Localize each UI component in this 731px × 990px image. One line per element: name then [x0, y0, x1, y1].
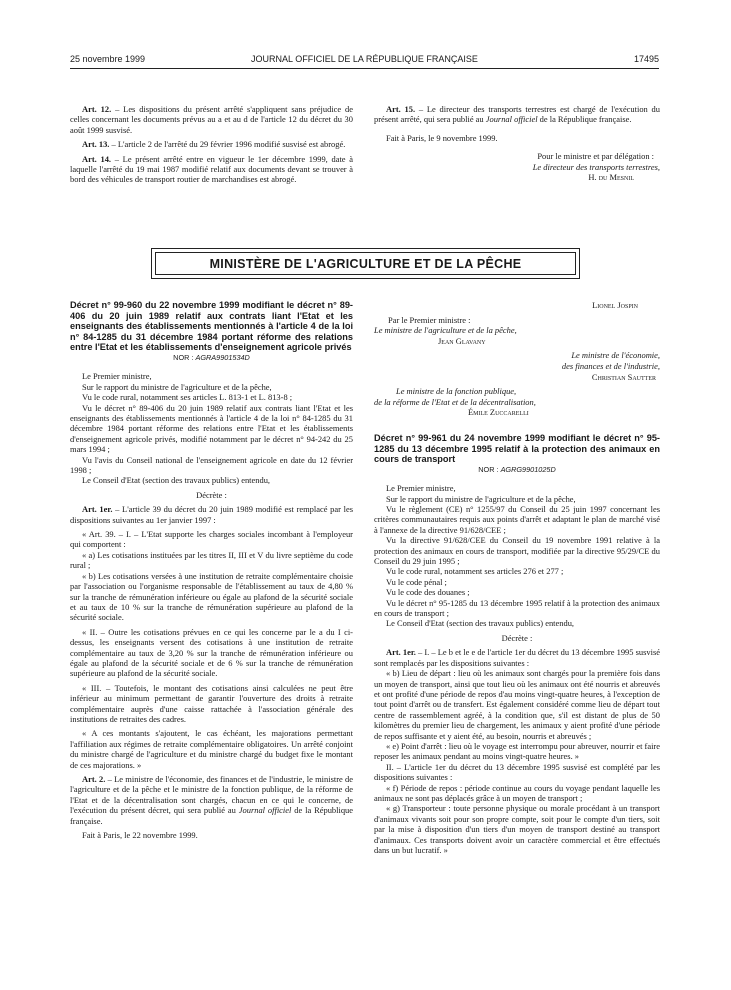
- d2-article-1-label: Art. 1er.: [386, 647, 416, 658]
- signature-eco-name: Christian Sautter: [591, 371, 656, 382]
- article-15: [374, 104, 660, 125]
- d2-preamble-conseil-etat: Le Conseil d'Etat (section des travaux publics) entendu,: [386, 618, 575, 629]
- d2-section-ii: II. – L'article 1er du décret du 13 décembre 1995 susvisé est complété par les dispositions suivantes :: [374, 761, 660, 783]
- article-13: [70, 139, 353, 149]
- article-2-text-b: de la République française.: [70, 805, 353, 826]
- d2-quote-point-arret: « e) Point d'arrêt : lieu où le voyage est interrompu pour abreuver, nourrir et faire reposer les animaux pendant au moins vingt-quatre heures. »: [374, 740, 660, 762]
- quote-art-39-iii: « III. – Toutefois, le montant des cotisations ainsi calculées ne peut être inférieur au minimum permettant de garantir l'ouverture des droits à retraite complémentaire auprès d'une caisse rattachée à l'association générale des institutions de retraites des cadres.: [70, 682, 353, 724]
- quote-art-39-a: « a) Les cotisations instituées par les titres II, III et V du livre septième du code rural ;: [70, 549, 353, 571]
- d2-preamble-decret-95-1285: Vu le décret n° 95-1285 du 13 décembre 1995 relatif à la protection des animaux en cours de transport ;: [374, 597, 660, 619]
- preamble-decret-89-406: Vu le décret n° 89-406 du 20 juin 1989 relatif aux contrats liant l'Etat et les enseignants des établissements mentionnés à l'article 4 de la loi n° 84-1285 du 31 décembre 1984 portant réforme des relations entre l'Etat et les établissements d'enseignement agricole privés, modifié notamment par le décret n° 94-242 du 25 mars 1994 ;: [70, 402, 353, 455]
- d2-preamble-code-rural: Vu le code rural, notamment ses articles 276 et 277 ;: [386, 566, 564, 577]
- signatures-block: [374, 300, 660, 418]
- signature-agri-name: Jean Glavany: [438, 335, 486, 346]
- director-title: Le directeur des transports terrestres,: [532, 161, 660, 172]
- decret-99-961-article-1: [374, 647, 660, 668]
- article-14-label: Art. 14.: [82, 153, 112, 164]
- decret-99-961-title: Décret n° 99-961 du 24 novembre 1999 modifiant le décret n° 95-1285 du 13 décembre 1995 relatif à la protection des animaux en cours de transport: [374, 433, 660, 465]
- article-14: [70, 154, 353, 185]
- quote-art-39-b: « b) Les cotisations versées à une institution de retraite complémentaire choisie par l'association ou l'organisme responsable de l'établissement au taux de 4,80 % sur la tranche de rémunération inférieure ou égale au plafond de la sécurité sociale et au taux de 10 % sur la tranche de rémunération supérieure au plafond de la sécurité sociale.: [70, 570, 353, 623]
- header-journal-title: JOURNAL OFFICIEL DE LA RÉPUBLIQUE FRANÇAISE: [251, 54, 478, 64]
- article-15-text-a: – Le directeur des transports terrestres est chargé de l'exécution du présent arrêté, qui sera publié au: [374, 104, 660, 125]
- decret-99-961-column: [374, 433, 660, 855]
- fait-a-paris-1: Fait à Paris, le 9 novembre 1999.: [386, 132, 498, 143]
- top-right-column: [374, 104, 660, 182]
- nor-label-2: NOR :: [478, 464, 501, 474]
- article-13-label: Art. 13.: [82, 139, 110, 150]
- quote-art-39-i: « Art. 39. – I. – L'Etat supporte les charges sociales incombant à l'employeur qui comportent :: [70, 529, 353, 550]
- d2-preamble-reglement: Vu le règlement (CE) n° 1255/97 du Conseil du 25 juin 1997 concernant les critères communautaires requis aux points d'arrêt et adaptant le plan de marché visé à l'annexe de la directive 91/628/CEE ;: [374, 504, 660, 535]
- decret-99-960-article-1: [70, 504, 353, 525]
- signature-eco-title-1: Le ministre de l'économie,: [571, 350, 660, 361]
- preamble-code-rural: Vu le code rural, notamment ses articles L. 813-1 et L. 813-8 ;: [82, 392, 293, 403]
- quote-art-39-ii: « II. – Outre les cotisations prévues en ce qui les concerne par le a du I ci-dessus, les enseignants versent des cotisations à une institution de retraite complémentaire au taux de 3,20 % sur la tranche de rémunération inférieure ou égale au plafond de la sécurité sociale et de 6 % sur la tranche de rémunération supérieure au plafond de la sécurité sociale.: [70, 626, 353, 679]
- d2-preamble-pm: Le Premier ministre,: [386, 483, 456, 494]
- delegation-line: Pour le ministre et par délégation :: [537, 151, 654, 162]
- signature-fp-title-1: Le ministre de la fonction publique,: [396, 386, 517, 397]
- article-12-label: Art. 12.: [82, 104, 112, 114]
- article-2-journal: Journal officiel: [238, 805, 292, 816]
- fait-a-paris-2: Fait à Paris, le 22 novembre 1999.: [82, 830, 198, 841]
- signature-agri-title: Le ministre de l'agriculture et de la pêche,: [374, 325, 517, 336]
- preamble-conseil-etat: Le Conseil d'Etat (section des travaux publics) entendu,: [82, 475, 271, 486]
- d2-preamble-code-douanes: Vu le code des douanes ;: [386, 587, 470, 598]
- d2-preamble-code-penal: Vu le code pénal ;: [386, 576, 447, 587]
- signature-fp-title-2: de la réforme de l'Etat et de la décentralisation,: [374, 396, 536, 407]
- signature-prime-minister: Lionel Jospin: [592, 300, 638, 310]
- signature-eco-title-2: des finances et de l'industrie,: [561, 360, 660, 371]
- preamble-pm: Le Premier ministre,: [82, 371, 152, 382]
- ministry-heading-box: [151, 248, 580, 279]
- article-13-text: – L'article 2 de l'arrêté du 29 février 1996 modifié susvisé est abrogé.: [109, 139, 346, 150]
- d2-article-1-text: – I. – Le b et le e de l'article 1er du décret du 13 décembre 1995 susvisé sont remplacés par les dispositions suivantes :: [374, 647, 660, 668]
- nor-code: AGRA9901534D: [195, 352, 250, 362]
- signature-par-pm: Par le Premier ministre :: [388, 314, 471, 325]
- header-rule: [70, 68, 659, 69]
- preamble-avis: Vu l'avis du Conseil national de l'enseignement agricole en date du 12 février 1998 ;: [70, 454, 353, 476]
- header-page-number: 17495: [633, 54, 659, 64]
- d2-quote-periode-repos: « f) Période de repos : période continue au cours du voyage pendant laquelle les animaux ne sont pas déplacés grâce à un moyen de transport ;: [374, 782, 660, 803]
- d2-preamble-rapport: Sur le rapport du ministre de l'agriculture et de la pêche,: [386, 493, 576, 504]
- nor-code-2: AGRG9901025D: [500, 464, 556, 474]
- decret-99-960-nor: [70, 353, 353, 363]
- preamble-rapport: Sur le rapport du ministre de l'agriculture et de la pêche,: [82, 381, 272, 392]
- article-2-text-a: – Le ministre de l'économie, des finances et de l'industrie, le ministre de l'agriculture et de la pêche et le ministre de la fonction publique, de la réforme de l'Etat et de la décentralisation sont chargés, chacun en ce qui le concerne, de l'exécution du présent décret, qui sera publié au: [70, 774, 353, 816]
- article-2-label: Art. 2.: [82, 774, 106, 784]
- article-1-label: Art. 1er.: [82, 504, 113, 515]
- d2-decrete-heading: Décrète :: [501, 632, 533, 643]
- director-name: H. du Mesnil: [588, 172, 634, 183]
- article-15-text-b: de la République française.: [537, 114, 632, 125]
- d2-preamble-directive: Vu la directive 91/628/CEE du Conseil du 19 novembre 1991 relative à la protection des animaux en cours de transport, modifiée par la directive 95/29/CE du Conseil du 29 juin 1995 ;: [374, 535, 660, 567]
- decret-99-960-title: Décret n° 99-960 du 22 novembre 1999 modifiant le décret n° 89-406 du 20 juin 1989 relatif aux contrats liant l'Etat et les enseignants des établissements mentionnés à l'article 4 de la loi n° 84-1285 du 31 décembre 1984 portant réforme des relations entre l'Etat et les établissements d'enseignement agricole privés: [70, 300, 353, 353]
- ministry-heading: MINISTÈRE DE L'AGRICULTURE ET DE LA PÊCHE: [155, 252, 576, 275]
- decret-99-961-nor: [374, 465, 660, 475]
- article-15-journal: Journal officiel: [485, 114, 538, 125]
- article-14-text: – Le présent arrêté entre en vigueur le 1er décembre 1999, date à laquelle l'arrêté du 19 mai 1987 modifié relatif aux documents devant se trouver à bord des véhicules de transport routier de marchandises est abrogé.: [70, 153, 354, 185]
- article-12: [70, 104, 353, 135]
- d2-quote-transporteur: « g) Transporteur : toute personne physique ou morale procédant à un transport d'animaux vivants soit pour son propre compte, soit pour le compte d'un tiers, soit par la mise à disposition d'un tiers d'un moyen de transport destiné au transport d'animaux. Ces transports doivent avoir un caractère commercial et être effectués dans un but lucratif. »: [374, 803, 660, 855]
- decrete-heading: Décrète :: [196, 489, 227, 500]
- d2-quote-lieu-depart: « b) Lieu de départ : lieu où les animaux sont chargés pour la première fois dans un moyen de transport, ainsi que tout lieu où les animaux ont été nourris et abreuvés et ont profité d'une période de repos d'au moins vingt-quatre heures, à l'exception de tout point d'arrêt ou de transfert. Est également considéré comme lieu de départ tout centre de rassemblement agréé, à la condition que, s'il est distant de plus de 50 kilomètres du premier lieu de chargement, les animaux y aient profité d'une période de repos suffisante et y aient été, au besoin, nourris et abreuvés ;: [374, 668, 660, 741]
- decret-99-960-article-2: [70, 774, 353, 826]
- article-12-text: – Les dispositions du présent arrêté s'appliquent sans préjudice de celles concernant les documents prévus au a et au d de l'article 12 du décret du 30 août 1999 susvisé.: [70, 104, 353, 135]
- decret-99-960-column: [70, 300, 353, 840]
- nor-label: NOR :: [173, 352, 196, 362]
- article-1-text: – L'article 39 du décret du 20 juin 1989 modifié est remplacé par les dispositions suivantes au 1er janvier 1997 :: [70, 504, 353, 525]
- top-left-column: [70, 104, 353, 185]
- quote-art-39-majorations: « A ces montants s'ajoutent, le cas échéant, les majorations permettant l'affiliation aux régimes de retraite complémentaire obligatoires. Un arrêté conjoint du ministre chargé de l'agriculture et du ministre chargé du budget fixe le montant de ces majorations. »: [70, 728, 353, 770]
- signature-fp-name: Émile Zuccarelli: [468, 407, 529, 418]
- header-date: 25 novembre 1999: [70, 54, 146, 64]
- article-15-label: Art. 15.: [386, 104, 416, 114]
- page-header: [70, 54, 659, 68]
